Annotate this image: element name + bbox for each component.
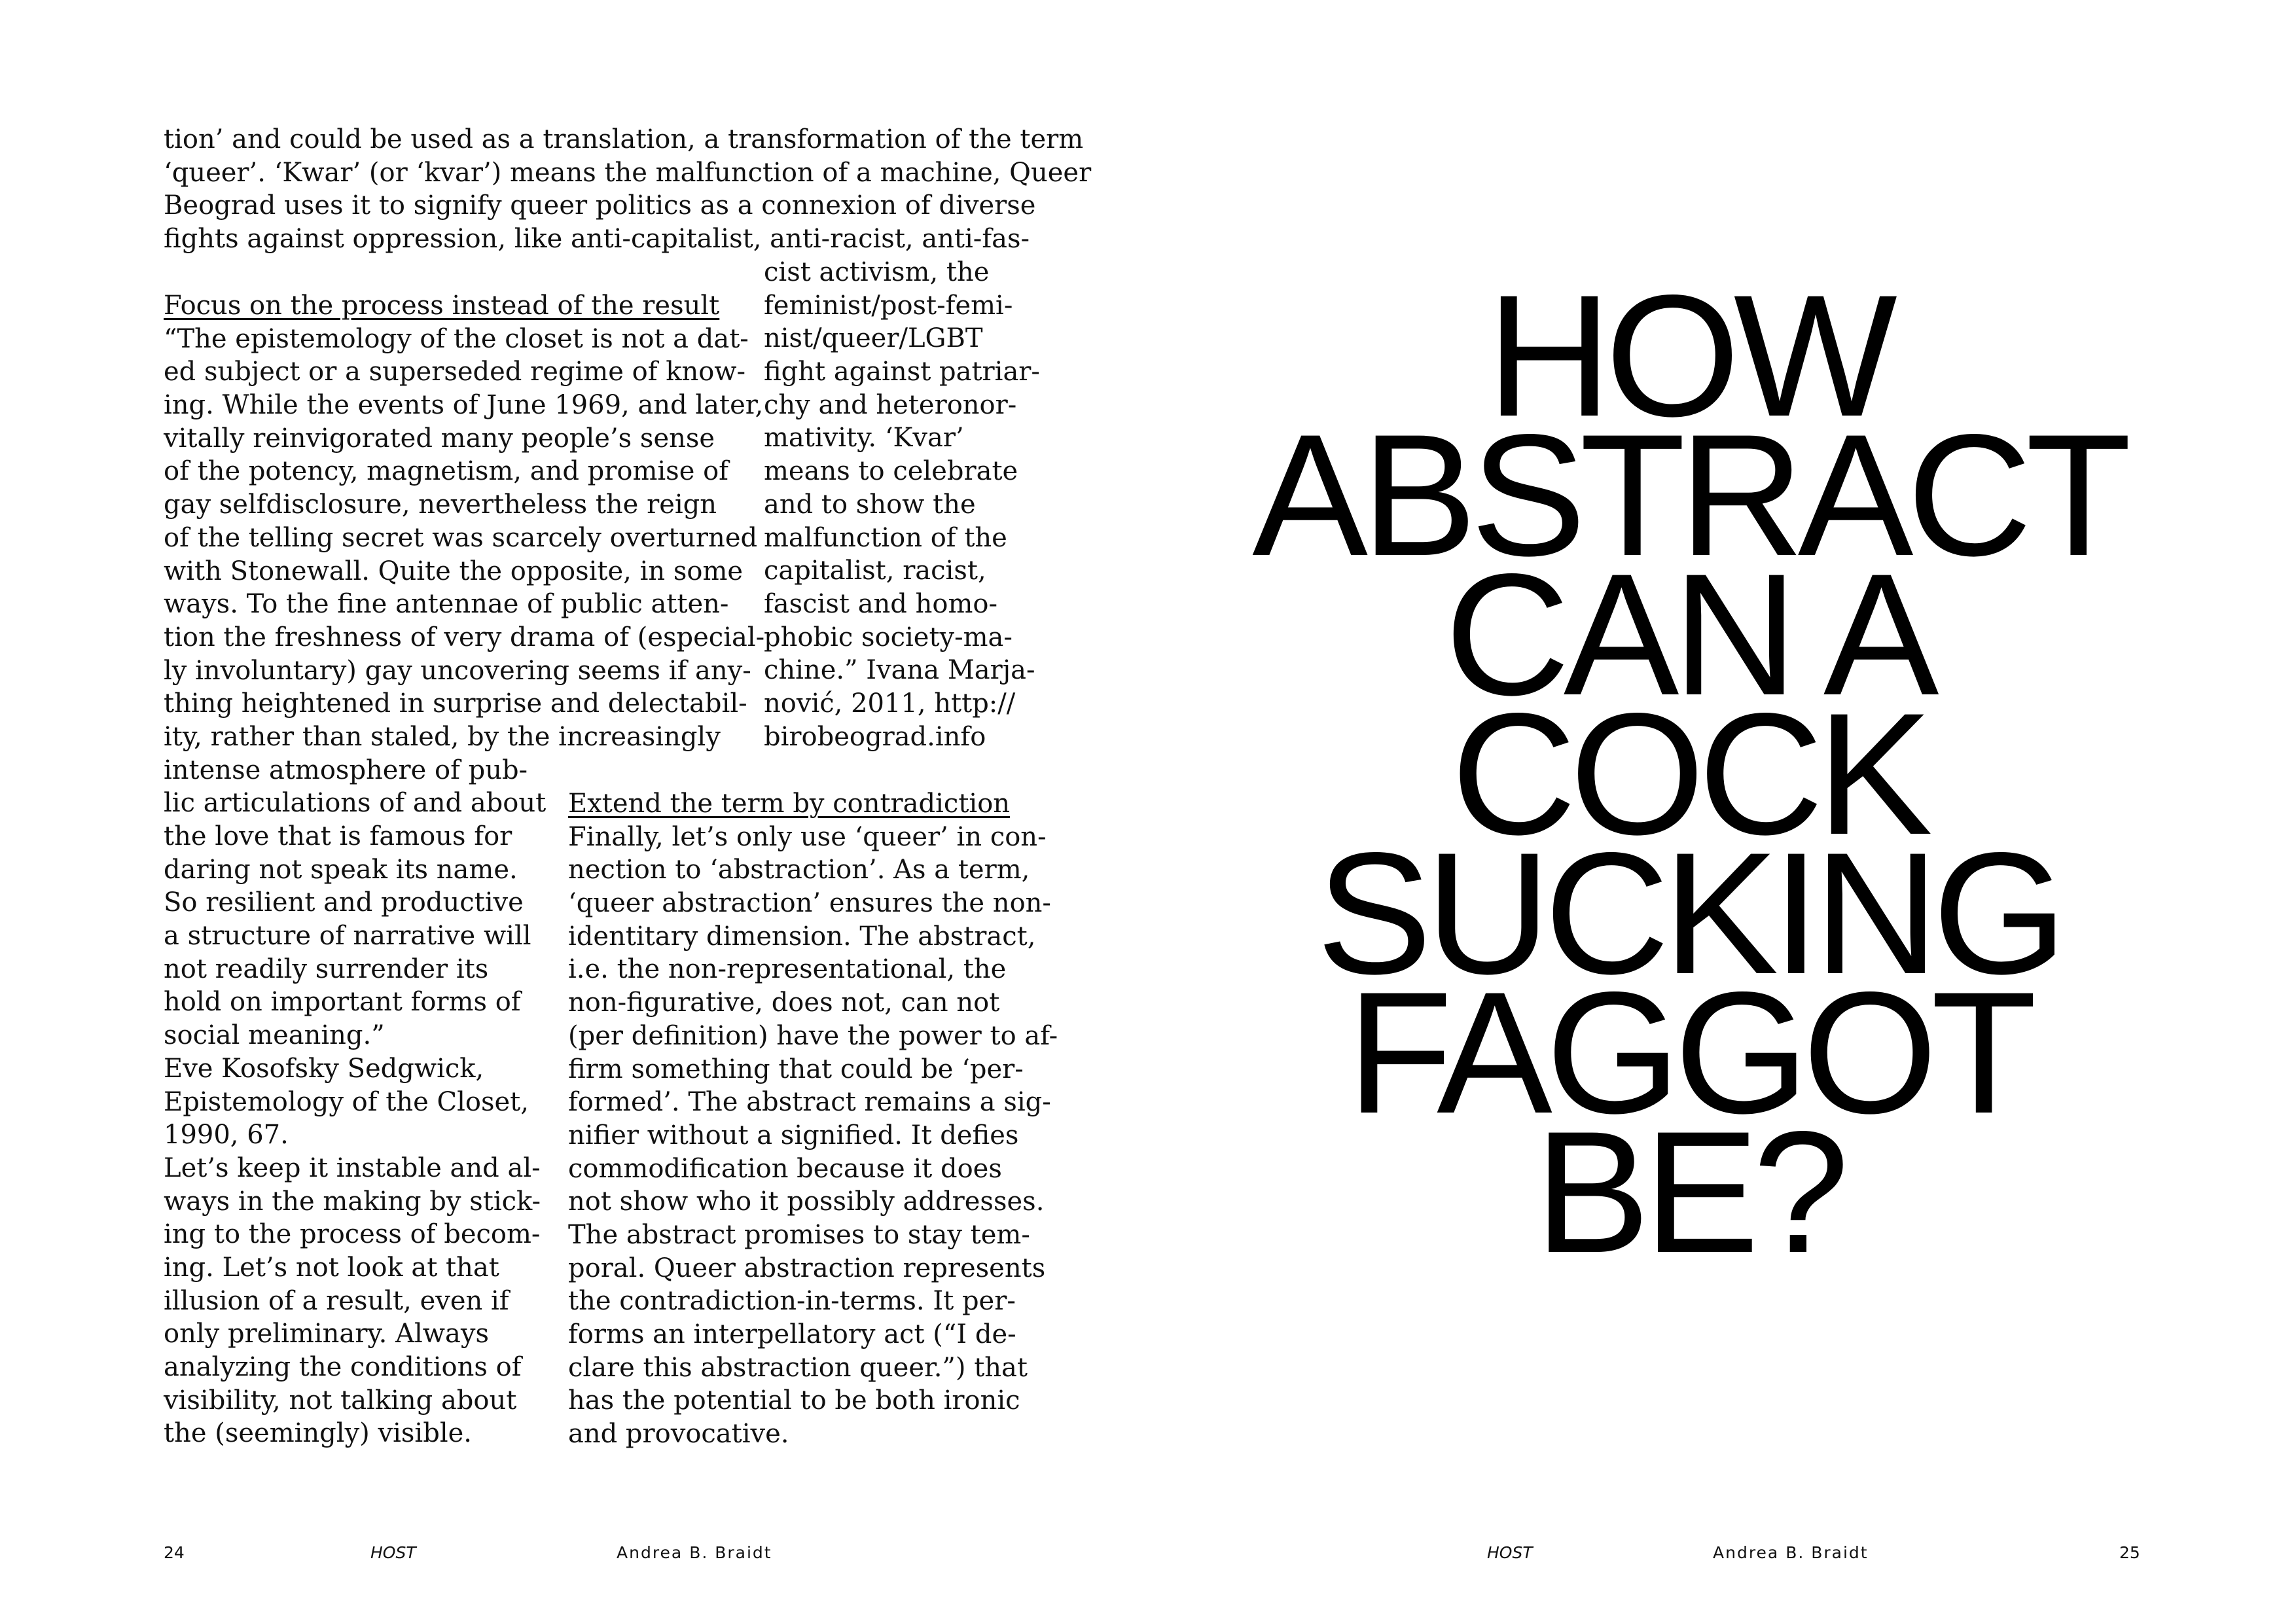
body-line: commodification because it does <box>568 1153 1002 1184</box>
body-line: social meaning.” <box>164 1020 385 1051</box>
sidebar-line: chy and heteronor- <box>764 389 1017 420</box>
body-line: Let’s keep it instable and al- <box>164 1152 541 1183</box>
sidebar-line: nović, 2011, http:// <box>764 688 1016 719</box>
body-line: and provocative. <box>568 1419 789 1450</box>
body-line: gay selfdisclosure, nevertheless the reign <box>164 490 717 520</box>
body-line: ing. Let’s not look at that <box>164 1252 499 1283</box>
body-line: not readily surrender its <box>164 954 489 984</box>
headline-line: BE? <box>1534 1096 1843 1289</box>
headline-line: ABSTRACT <box>1252 399 2125 592</box>
body-line: analyzing the conditions of <box>164 1352 522 1382</box>
sidebar-line: and to show the <box>764 489 976 520</box>
body-line: i.e. the non-representational, the <box>568 954 1007 985</box>
body-line: “The epistemology of the closet is not a dat- <box>164 323 749 354</box>
sidebar-line: capitalist, racist, <box>764 556 986 586</box>
intro-line: tion’ and could be used as a translation, a transformation of the term <box>164 124 1084 154</box>
intro-line: Beograd uses it to signify queer politics as a connexion of diverse <box>164 190 1036 221</box>
body-line: tion the freshness of very drama of (especial- <box>164 622 765 652</box>
citation-line: 1990, 67. <box>164 1120 289 1150</box>
body-line: hold on important forms of <box>164 987 521 1018</box>
body-line: the (seemingly) visible. <box>164 1418 472 1449</box>
body-line: ing to the process of becom- <box>164 1219 541 1250</box>
body-line: ways. To the fine antennae of public atten- <box>164 589 729 620</box>
intro-paragraph <box>164 123 1091 256</box>
body-line: Finally, let’s only use ‘queer’ in con- <box>568 821 1047 852</box>
section-extend-the-term <box>568 787 1058 1451</box>
body-line: ‘queer abstraction’ ensures the non- <box>568 888 1051 919</box>
body-line: ity, rather than staled, by the increasingly <box>164 721 721 752</box>
body-line: daring not speak its name. <box>164 854 518 885</box>
body-line: ways in the making by stick- <box>164 1186 541 1217</box>
body-line: lic articulations of and about <box>164 788 547 819</box>
body-line: formed’. The abstract remains a sig- <box>568 1087 1051 1118</box>
intro-line: ‘queer’. ‘Kwar’ (or ‘kvar’) means the malfunction of a machine, Queer <box>164 157 1092 188</box>
body-line: ing. While the events of June 1969, and later, <box>164 390 764 421</box>
sidebar-line: malfunction of the <box>764 522 1007 553</box>
intro-line: fights against oppression, like anti-capitalist, anti-racist, anti-fas- <box>164 224 1030 255</box>
body-line: visibility, not talking about <box>164 1385 517 1416</box>
section-heading: Extend the term by contradiction <box>568 789 1011 819</box>
author-name-right: Andrea B. Braidt <box>1713 1543 1869 1562</box>
sidebar-line: means to celebrate <box>764 456 1018 487</box>
citation-line: Eve Kosofsky Sedgwick, <box>164 1053 484 1084</box>
body-line: with Stonewall. Quite the opposite, in some <box>164 556 744 586</box>
body-line: vitally reinvigorated many people’s sense <box>164 423 715 454</box>
body-line: thing heightened in surprise and delectabil- <box>164 688 747 719</box>
sidebar-line: chine.” Ivana Marja- <box>764 655 1035 686</box>
body-line: clare this abstraction queer.”) that <box>568 1352 1028 1383</box>
body-line: ly involuntary) gay uncovering seems if any- <box>164 655 751 686</box>
body-line: only preliminary. Always <box>164 1319 489 1349</box>
body-line: So resilient and productive <box>164 887 524 918</box>
body-line: intense atmosphere of pub- <box>164 755 528 785</box>
body-line: nifier without a signified. It defies <box>568 1120 1019 1150</box>
body-line: (per definition) have the power to af- <box>568 1020 1058 1051</box>
sidebar-line: cist activism, the <box>764 257 990 287</box>
body-line: poral. Queer abstraction represents <box>568 1253 1046 1283</box>
sidebar-line: nist/queer/LGBT <box>764 323 983 354</box>
body-line: ed subject or a superseded regime of know- <box>164 357 746 387</box>
body-line: forms an interpellatory act (“I de- <box>568 1319 1016 1349</box>
sidebar-line: birobeograd.info <box>764 721 986 752</box>
body-line: of the telling secret was scarcely overturned <box>164 522 758 553</box>
sidebar-line: phobic society-ma- <box>764 622 1013 652</box>
headline <box>1198 259 2179 1289</box>
body-line: firm something that could be ‘per- <box>568 1054 1024 1084</box>
headline-line: HOW <box>1486 259 1891 453</box>
headline-line: COCK <box>1451 677 1926 871</box>
page-number-left: 24 <box>164 1543 185 1562</box>
sidebar-column <box>764 256 1040 753</box>
headline-line: CAN A <box>1444 538 1933 732</box>
sidebar-line: fascist and homo- <box>764 588 997 619</box>
headline-line: FAGGOT <box>1346 956 2031 1150</box>
citation-line: Epistemology of the Closet, <box>164 1086 529 1117</box>
publication-name-right: HOST <box>1487 1543 1533 1562</box>
page-number-right: 25 <box>2119 1543 2140 1562</box>
section-heading: Focus on the process instead of the result <box>164 291 720 321</box>
body-line: illusion of a result, even if <box>164 1285 509 1316</box>
sidebar-line: mativity. ‘Kvar’ <box>764 423 964 454</box>
body-line: non-figurative, does not, can not <box>568 988 1000 1018</box>
headline-line: SUCKING <box>1316 817 2061 1010</box>
body-line: of the potency, magnetism, and promise of <box>164 456 728 487</box>
sidebar-line: fight against patriar- <box>764 357 1040 387</box>
sidebar-line: feminist/post-femi- <box>764 290 1013 321</box>
body-line: nection to ‘abstraction’. As a term, <box>568 855 1030 885</box>
body-line: the love that is famous for <box>164 821 512 851</box>
body-line: the contradiction-in-terms. It per- <box>568 1286 1016 1317</box>
body-line: identitary dimension. The abstract, <box>568 921 1036 952</box>
body-line: not show who it possibly addresses. <box>568 1186 1045 1217</box>
body-line: has the potential to be both ironic <box>568 1385 1020 1416</box>
author-name-left: Andrea B. Braidt <box>617 1543 772 1562</box>
body-line: The abstract promises to stay tem- <box>568 1219 1030 1250</box>
body-line: a structure of narrative will <box>164 921 531 952</box>
publication-name-left: HOST <box>370 1543 416 1562</box>
